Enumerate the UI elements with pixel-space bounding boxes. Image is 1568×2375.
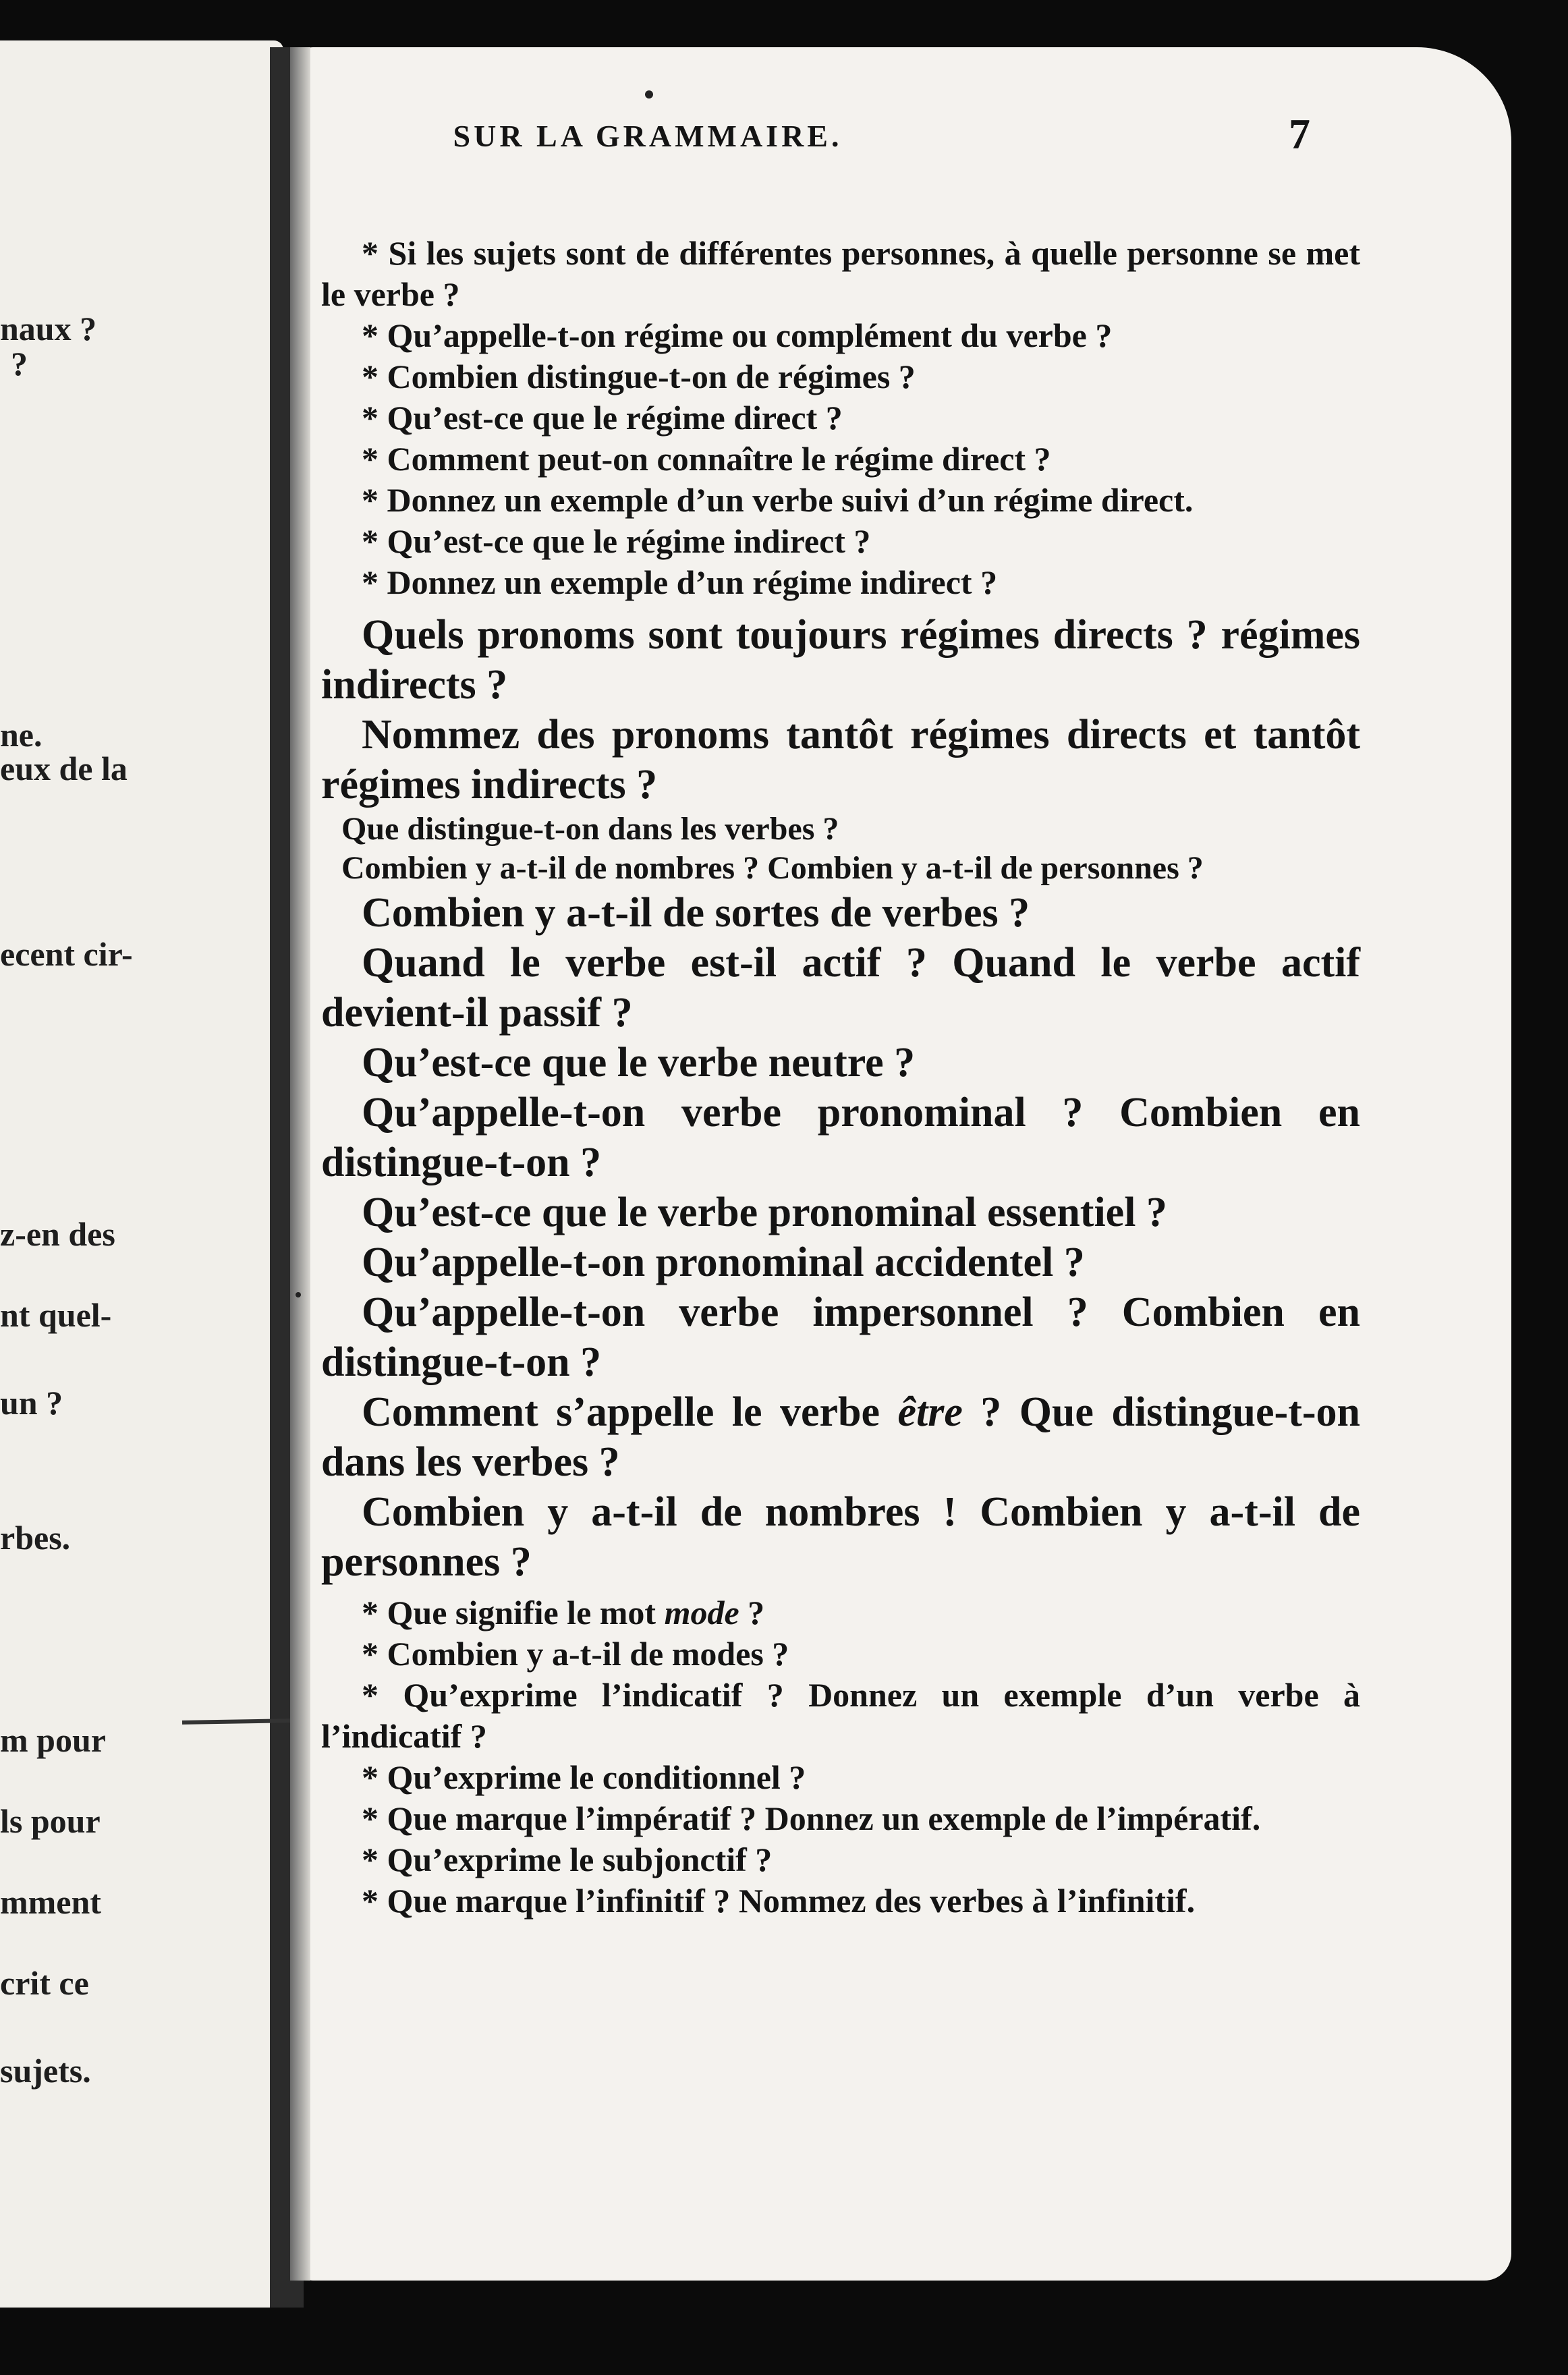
facing-text: mment xyxy=(0,1883,101,1921)
question-item: * Que marque l’impératif ? Donnez un exemple de l’impératif. xyxy=(321,1798,1360,1839)
question-item: * Donnez un exemple d’un verbe suivi d’un régime direct. xyxy=(321,480,1360,521)
page-number: 7 xyxy=(1289,110,1310,158)
question-item xyxy=(321,1387,1360,1487)
ink-dot xyxy=(645,90,653,99)
question-item: Qu’appelle-t-on pronominal accidentel ? xyxy=(362,1239,1085,1285)
facing-text: ecent cir- xyxy=(0,935,133,973)
question-item: Qu’est-ce que le verbe pronominal essentiel ? xyxy=(362,1190,1167,1235)
facing-text: eux de la xyxy=(0,750,128,787)
facing-text: crit ce xyxy=(0,1964,89,2002)
facing-page xyxy=(0,40,283,2308)
question-item: Qu’est-ce que le verbe neutre ? xyxy=(362,1040,916,1086)
question-item: * Combien distingue-t-on de régimes ? xyxy=(321,356,1360,397)
facing-text: sujets. xyxy=(0,2052,91,2090)
facing-text: z-en des xyxy=(0,1215,115,1253)
question-item: * Donnez un exemple d’un régime indirect ? xyxy=(321,562,1360,603)
facing-text: un ? xyxy=(0,1384,63,1422)
question-item: Nommez des pronoms tantôt régimes directs et tantôt régimes indirects ? xyxy=(321,712,1360,808)
italic-term: mode xyxy=(664,1594,739,1631)
question-text: ? xyxy=(739,1594,765,1631)
question-item: Qu’appelle-t-on verbe pronominal ? Combien en distingue-t-on ? xyxy=(321,1090,1360,1185)
question-item: Combien y a-t-il de nombres ! Combien y a-t-il de personnes ? xyxy=(321,1489,1360,1585)
question-item: * Combien y a-t-il de modes ? xyxy=(321,1633,1360,1675)
question-item: * Qu’exprime le conditionnel ? xyxy=(321,1757,1360,1798)
page-body xyxy=(321,233,1360,1922)
facing-text: naux ? xyxy=(0,310,97,347)
question-text: Que signifie le mot xyxy=(387,1594,665,1631)
facing-text: ne. xyxy=(0,716,43,754)
question-item: * Comment peut-on connaître le régime direct ? xyxy=(321,439,1360,480)
question-item: * Que marque l’infinitif ? Nommez des verbes à l’infinitif. xyxy=(321,1880,1360,1922)
running-title: SUR LA GRAMMAIRE. xyxy=(453,119,843,153)
facing-text: ls pour xyxy=(0,1802,101,1840)
ink-dot xyxy=(296,1292,301,1297)
question-item: * Qu’exprime le subjonctif ? xyxy=(321,1839,1360,1880)
question-item: * Qu’exprime l’indicatif ? Donnez un exemple d’un verbe à l’indicatif ? xyxy=(321,1675,1360,1757)
question-item: Combien y a-t-il de nombres ? Combien y a-t-il de personnes ? xyxy=(341,850,1204,886)
italic-term: être xyxy=(897,1389,963,1435)
question-text: ? Que distingue-t-on dans les verbes ? xyxy=(321,1389,1360,1485)
facing-text: nt quel- xyxy=(0,1296,112,1334)
question-item xyxy=(321,1592,1360,1633)
question-item: Que distingue-t-on dans les verbes ? xyxy=(341,811,839,847)
facing-text: ? xyxy=(11,345,28,383)
question-item: * Qu’est-ce que le régime indirect ? xyxy=(321,521,1360,562)
question-text: Comment s’appelle le verbe xyxy=(362,1389,898,1435)
facing-text: m pour xyxy=(0,1721,106,1759)
page-shadow xyxy=(290,47,310,2281)
question-item: Quels pronoms sont toujours régimes directs ? régimes indirects ? xyxy=(321,612,1360,708)
question-item: * Qu’appelle-t-on régime ou complément du verbe ? xyxy=(321,315,1360,356)
question-item: Combien y a-t-il de sortes de verbes ? xyxy=(362,890,1030,936)
question-item: * Si les sujets sont de différentes personnes, à quelle personne se met le verbe ? xyxy=(321,233,1360,315)
question-item: Qu’appelle-t-on verbe impersonnel ? Combien en distingue-t-on ? xyxy=(321,1289,1360,1385)
question-item: * Qu’est-ce que le régime direct ? xyxy=(321,397,1360,439)
question-item: Quand le verbe est-il actif ? Quand le verbe actif devient-il passif ? xyxy=(321,940,1360,1036)
facing-text: rbes. xyxy=(0,1519,71,1557)
